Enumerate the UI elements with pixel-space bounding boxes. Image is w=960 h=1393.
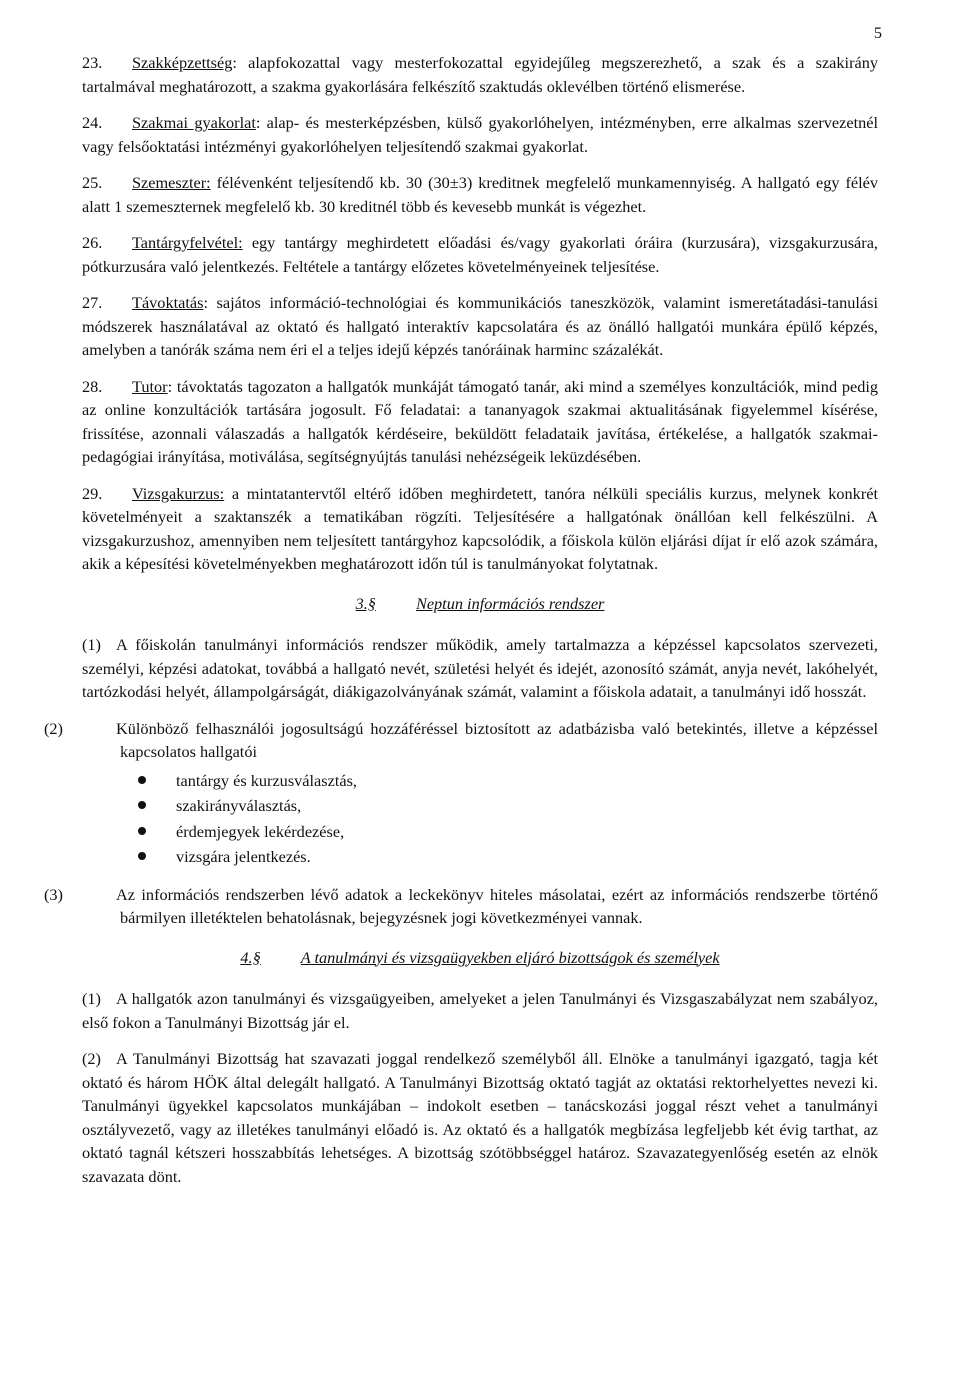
section-number: 3.§ — [355, 593, 376, 613]
definition-text: a mintatantervtől eltérő időben meghirdetett, tanóra nélküli speciális kurzus, melynek konkrét követelményeit a szaktanszék a tematikában rögzíti. Teljesítésére a hallgatónak önállóan kell felkészülni. A vizsgakurzushoz, amennyiben nem teljesített tantárgyhoz kapcsolódik, a főiskola külön eljárási díjat ír elő azok számára, akik a képesítési követelményekben meghatározott időn túl is tanulmányokat folytatnak. — [82, 483, 878, 573]
section-paragraph — [82, 633, 878, 704]
bullet-icon — [138, 827, 146, 835]
definition-text: : alapfokozattal vagy mesterfokozattal egyidejűleg megszerezhető, a szak és a szakirány tartalmával meghatározott, a szakma gyakorlására felkészítő szaktudás oklevélben történő elismerése. — [82, 53, 878, 96]
definition-term: Szemeszter: — [132, 173, 211, 192]
list-item: érdemjegyek lekérdezése, — [138, 819, 878, 845]
definitions-list — [82, 51, 878, 576]
section-paragraph — [44, 883, 878, 930]
list-item: tantárgy és kurzusválasztás, — [138, 768, 878, 794]
paragraph-number: (1) — [82, 989, 101, 1008]
bullet-icon — [138, 776, 146, 784]
paragraph-text: A hallgatók azon tanulmányi és vizsgaügyeiben, amelyeket a jelen Tanulmányi és Vizsgaszabályzat nem szabályoz, első fokon a Tanulmányi Bizottság jár el. — [82, 989, 878, 1032]
section-title: Neptun információs rendszer — [415, 593, 605, 613]
definition-text: félévenként teljesítendő kb. 30 (30±3) kreditnek megfelelő munkamennyiség. A hallgató egy félév alatt 1 szemeszternek megfelelő kb. 30 kreditnél több és kevesebb munkát is végezhet. — [82, 173, 878, 216]
page-number: 5 — [873, 23, 882, 42]
definition-term: Vizsgakurzus: — [132, 483, 225, 503]
section-3-body — [44, 633, 878, 930]
section-3-heading — [82, 592, 878, 616]
section-4-heading — [82, 946, 878, 970]
definition-text: : alap- és mesterképzésben, külső gyakorlóhelyen, intézményben, erre alkalmas szervezetnél vagy felsőoktatási intézményi gyakorlóhelyen teljesítendő szakmai gyakorlat. — [82, 113, 878, 156]
definition-text: egy tantárgy meghirdetett előadási és/vagy gyakorlati óráira (kurzusára), vizsgakurzusára, pótkurzusára való jelentkezés. Feltétele a tantárgy előzetes követelményeinek teljesítése. — [82, 233, 878, 276]
paragraph-number: (1) — [82, 635, 101, 654]
list-item: szakirányválasztás, — [138, 793, 878, 819]
bullet-icon — [138, 801, 146, 809]
definition-item — [82, 111, 878, 158]
paragraph-text: Az információs rendszerben lévő adatok a leckekönyv hiteles másolatai, ezért az információs rendszerbe történő bármilyen illetéktelen behatolásnak, bejegyzésnek jogi következményei vannak. — [116, 884, 878, 927]
definition-item — [82, 231, 878, 278]
list-item: vizsgára jelentkezés. — [138, 844, 878, 870]
definition-term: Szakképzettség — [132, 53, 233, 72]
section-paragraph — [82, 1047, 878, 1188]
section-4-body — [82, 987, 878, 1188]
definition-text: : sajátos információ-technológiai és kommunikációs taneszközök, valamint ismeretátadási-tanulási módszerek használatával az oktató és hallgató interaktív kapcsolatára és az önálló hallgatói munkára épülő képzés, amelyben a tanórák száma nem éri el a teljes idejű képzés tanóráinak harminc százalékát. — [82, 293, 878, 359]
definition-item — [82, 375, 878, 469]
definition-number: 26. — [82, 233, 103, 252]
paragraph-text: Különböző felhasználói jogosultságú hozzáféréssel biztosított az adatbázisba való betekintés, illetve a képzéssel kapcsolatos hallgatói — [116, 718, 878, 761]
paragraph-number: (2) — [82, 1049, 101, 1068]
section-paragraph — [44, 717, 878, 764]
definition-number: 23. — [82, 53, 103, 72]
section-paragraph — [82, 987, 878, 1034]
paragraph-text: A főiskolán tanulmányi információs rendszer működik, amely tartalmazza a képzéssel kapcsolatos szervezeti, személyi, képzési adatokat, továbbá a hallgató nevét, születési helyét és idejét, azonosító számát, anyja nevét, lakóhelyét, tartózkodási helyét, állampolgárságát, diákigazolványának számát, valamint a főiskola adatait, a tanulmányi idő hosszát. — [82, 635, 878, 701]
paragraph-number: (2) — [44, 718, 63, 738]
definition-item — [82, 482, 878, 576]
access-bullet-list — [82, 768, 878, 870]
section-number: 4.§ — [240, 947, 261, 967]
paragraph-text: A Tanulmányi Bizottság hat szavazati joggal rendelkező személyből áll. Elnöke a tanulmányi igazgató, tagja két oktató és három HÖK által delegált hallgató. A Tanulmányi Bizottság oktató tagját az oktatási rektorhelyettes nevezi ki. Tanulmányi ügyekkel kapcsolatos munkájában – indokolt esetben – tanácskozási joggal részt vehet a tanulmányi osztályvezető, vagy az illetékes tanulmányi előadó is. Az oktató és a hallgatók megbízása legfeljebb két évig tarthat, az oktató tagnál kétszeri hosszabbítás lehetséges. A bizottság szótöbbséggel határoz. Szavazategyenlőség esetén az elnök szavazata dönt. — [82, 1049, 878, 1186]
section-title: A tanulmányi és vizsgaügyekben eljáró bizottságok és személyek — [300, 947, 720, 967]
definition-number: 29. — [82, 483, 103, 503]
definition-term: Távoktatás — [132, 293, 204, 312]
definition-term: Tutor — [132, 376, 168, 396]
definition-term: Tantárgyfelvétel: — [132, 233, 243, 252]
bullet-icon — [138, 852, 146, 860]
definition-number: 28. — [82, 376, 103, 396]
definition-item — [82, 291, 878, 362]
definition-item — [82, 51, 878, 98]
definition-number: 25. — [82, 173, 103, 192]
definition-text: : távoktatás tagozaton a hallgatók munkáját támogató tanár, aki mind a személyes konzultációk, mind pedig az online konzultációk tartására jogosult. Fő feladatai: a tananyagok szakmai aktualitásának figyelemmel kísérése, frissítése, azonnali válaszadás a hallgatók kérdéseire, beküldött feladataik javítása, értékelése, a hallgatók szakmai-pedagógiai irányítása, motiválása, segítségnyújtás tanulási nehézségeik leküzdésében. — [82, 376, 878, 466]
definition-term: Szakmai gyakorlat — [132, 113, 256, 132]
paragraph-number: (3) — [44, 884, 63, 904]
definition-item — [82, 171, 878, 218]
definition-number: 27. — [82, 293, 103, 312]
definition-number: 24. — [82, 113, 103, 132]
